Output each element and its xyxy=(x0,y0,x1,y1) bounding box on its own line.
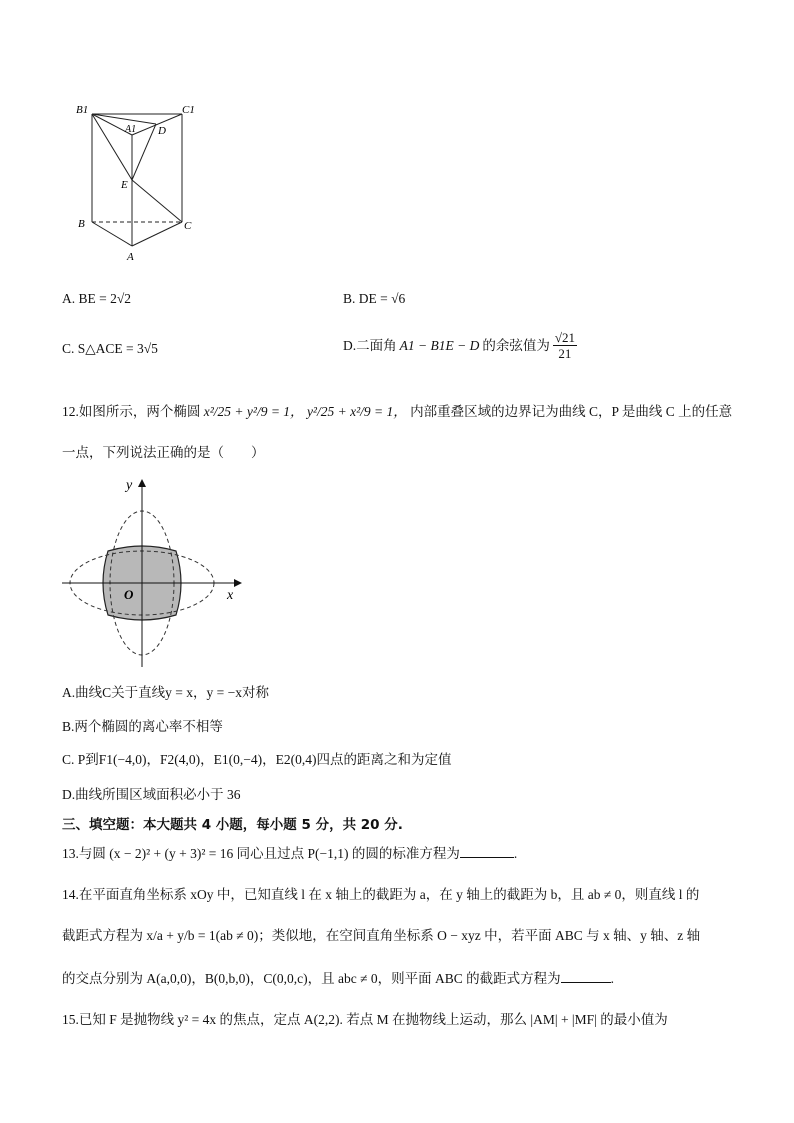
q11-option-d xyxy=(343,330,577,361)
q12-eq1: x²/25 + y²/9 = 1， xyxy=(203,404,304,419)
y-axis-label: y xyxy=(126,478,133,493)
q14-end: . xyxy=(610,971,614,986)
label-c1: C1 xyxy=(182,104,195,116)
q12-curve: C，P 是曲线 C 上的任意 xyxy=(589,404,733,419)
q13-text: 13.与圆 (x − 2)² + (y + 3)² = 16 同心且过点 P(−1,1) 的圆的标准方程为 xyxy=(62,846,460,861)
q11-d-fraction xyxy=(553,330,577,361)
x-axis-arrow xyxy=(234,579,242,587)
label-a1: A1 xyxy=(125,124,137,135)
y-axis-arrow xyxy=(138,479,146,487)
q15: 15.已知 F 是抛物线 y² = 4x 的焦点，定点 A(2,2). 若点 M 在抛物线上运动，那么 |AM| + |MF| 的最小值为 xyxy=(62,1012,668,1027)
q13 xyxy=(62,843,517,864)
q11-d-prefix: D.二面角 xyxy=(343,337,397,353)
label-c: C xyxy=(184,220,192,232)
q14-line3 xyxy=(62,968,614,989)
label-b: B xyxy=(78,218,85,230)
prism-figure xyxy=(70,100,200,270)
origin-label: O xyxy=(124,587,134,602)
q12-eq2: y²/25 + x²/9 = 1， xyxy=(306,404,407,419)
q11-option-b: B. DE = √6 xyxy=(343,291,406,306)
q12-line1 xyxy=(62,402,732,422)
q13-end: . xyxy=(513,846,518,861)
q14-line2: 截距式方程为 x/a + y/b = 1(ab ≠ 0)；类似地，在空间直角坐标系 O − xyz 中，若平面 ABC 与 x 轴、y 轴、z 轴 xyxy=(62,928,701,943)
q12-line2: 一点，下列说法正确的是（ ） xyxy=(62,445,265,460)
label-e: E xyxy=(121,179,128,191)
q14-blank xyxy=(561,968,611,983)
ellipses-figure xyxy=(62,475,252,670)
q12-option-d: D.曲线所围区域面积必小于 36 xyxy=(62,787,241,802)
label-d: D xyxy=(158,125,166,137)
q14-line3-text: 的交点分别为 A(a,0,0)，B(0,b,0)，C(0,0,c)，且 abc ≠ 0，则平面 ABC 的截距式方程为 xyxy=(62,971,561,986)
label-a: A xyxy=(127,251,134,263)
q11-d-expr: A1 − B1E − D xyxy=(399,337,480,353)
q11-d-numerator: √21 xyxy=(554,330,575,345)
q12-option-a: A.曲线C关于直线y = x，y = −x对称 xyxy=(62,685,269,700)
x-axis-label: x xyxy=(227,588,234,603)
q11-option-c: C. S△ACE = 3√5 xyxy=(62,341,158,356)
q11-d-denominator: 21 xyxy=(558,346,572,361)
q12-option-c: C. P到F1(−4,0)，F2(4,0)，E1(0,−4)，E2(0,4)四点的距离之和为定值 xyxy=(62,752,452,767)
q11-d-mid: 的余弦值为 xyxy=(482,337,550,353)
q14-line1: 14.在平面直角坐标系 xOy 中，已知直线 l 在 x 轴上的截距为 a，在 y 轴上的截距为 b，且 ab ≠ 0，则直线 l 的 xyxy=(62,887,700,902)
q12-intro: 12.如图所示，两个椭圆 xyxy=(62,404,201,419)
label-b1: B1 xyxy=(76,104,89,116)
q11-option-a: A. BE = 2√2 xyxy=(62,291,132,306)
q12-boundary: 内部重叠区域的边界记为曲线 xyxy=(410,404,586,419)
section-title: 三、填空题：本大题共 4 小题，每小题 5 分，共 20 分. xyxy=(62,817,403,833)
q13-blank xyxy=(460,843,514,858)
q12-option-b: B.两个椭圆的离心率不相等 xyxy=(62,719,223,734)
